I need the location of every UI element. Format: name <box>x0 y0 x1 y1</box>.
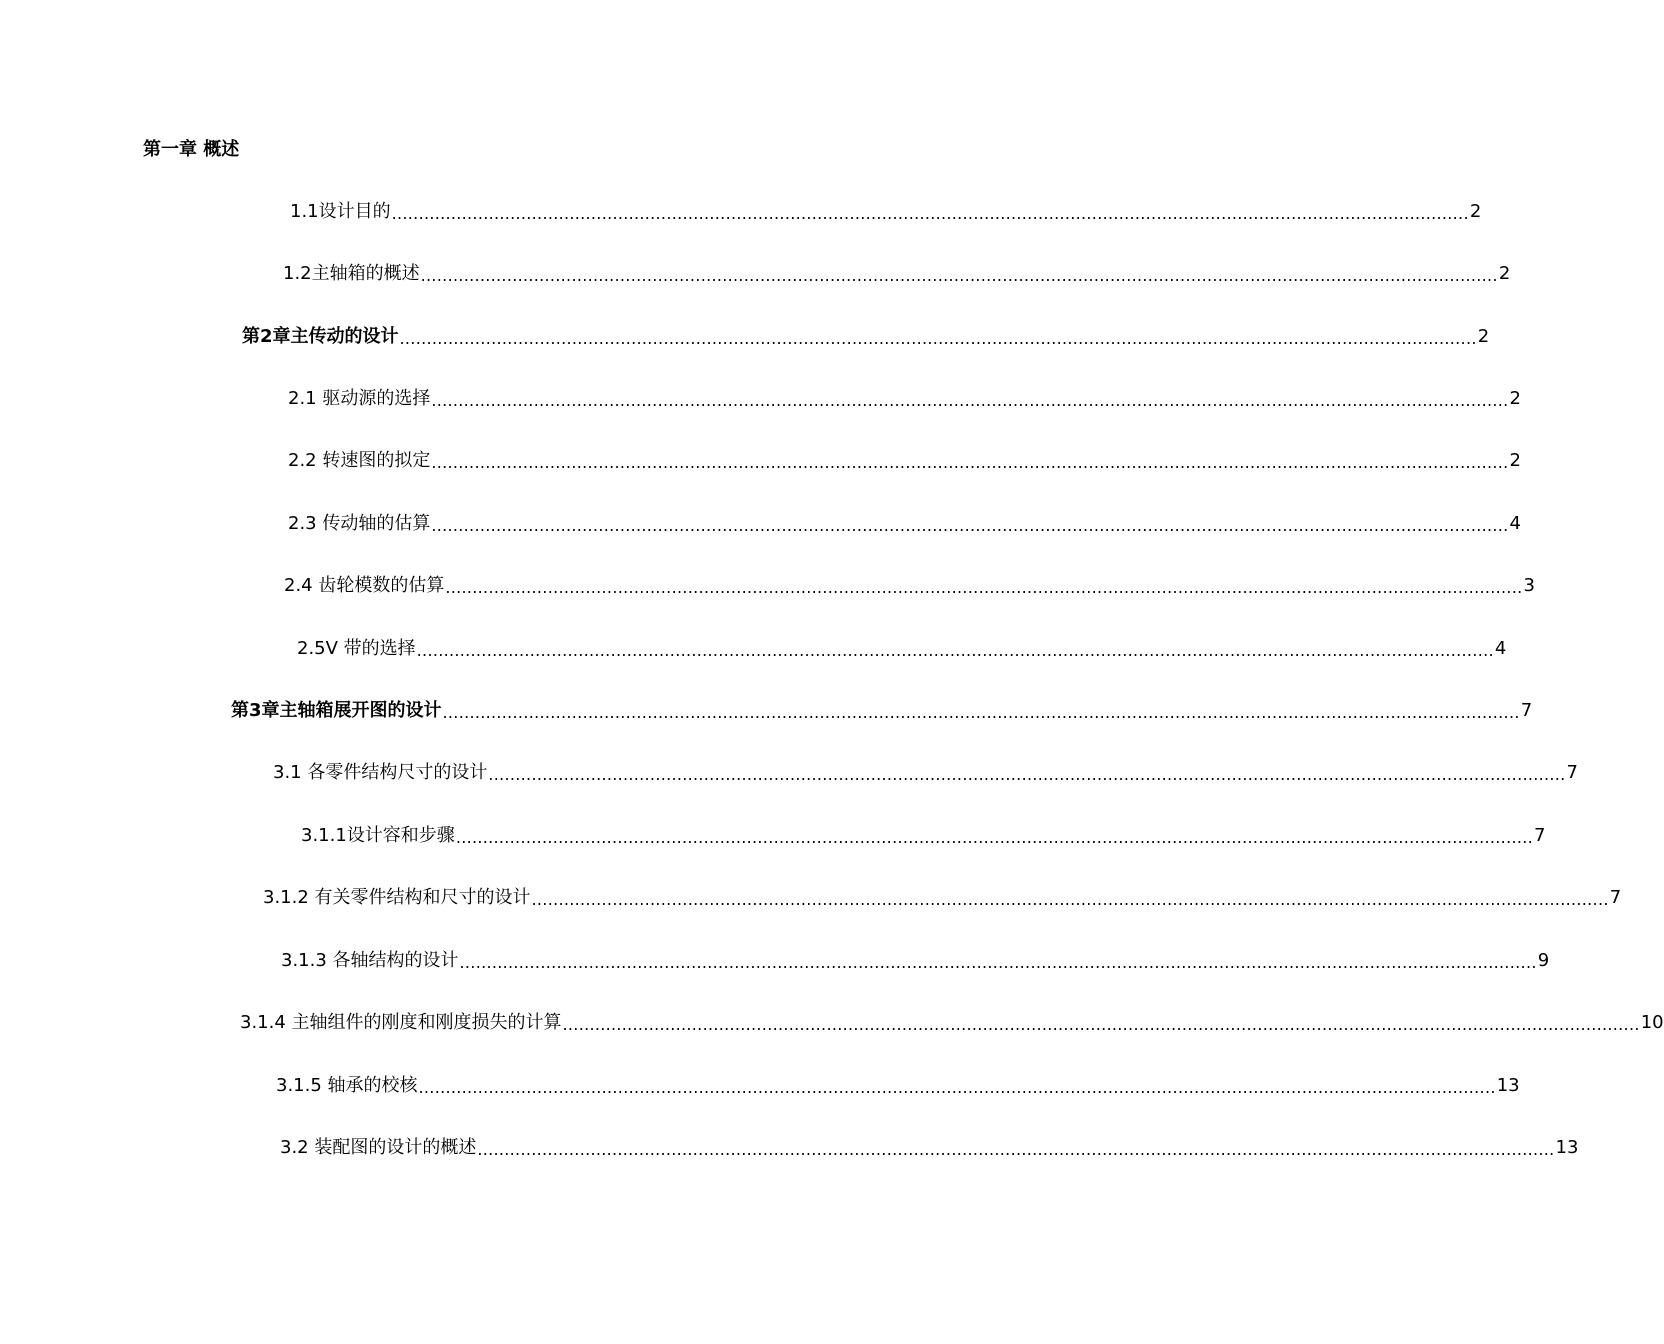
dot-leader: ........................................................................................................................................................................................................ <box>445 578 1523 597</box>
toc-page-number: 2 <box>1509 388 1521 409</box>
toc-entry-3-2[interactable] <box>280 1135 1579 1161</box>
dot-leader: ........................................................................................................................................................................................................ <box>416 641 1494 660</box>
toc-entry-2-1[interactable] <box>288 386 1521 412</box>
toc-entry-number: 1.2 <box>283 263 312 284</box>
toc-entry-number: 第3章 <box>231 700 280 721</box>
dot-leader: ........................................................................................................................................................................................................ <box>562 1015 1640 1034</box>
toc-entry-chapter-3[interactable] <box>231 698 1533 724</box>
toc-page-number: 7 <box>1534 825 1546 846</box>
toc-entry-3-1[interactable] <box>273 760 1578 786</box>
toc-entry-title: 2.5V 带的选择 <box>297 638 416 659</box>
toc-page-number: 2 <box>1509 450 1521 471</box>
toc-entry-title: 主传动的设计 <box>290 326 399 347</box>
toc-entry-title: 3.1 各零件结构尺寸的设计 <box>273 762 488 783</box>
dot-leader: ........................................................................................................................................................................................................ <box>459 953 1537 972</box>
chapter-1-heading: 第一章 概述 <box>143 139 240 160</box>
toc-entry-title: 主轴箱展开图的设计 <box>279 700 442 721</box>
toc-page-number: 13 <box>1555 1137 1579 1158</box>
toc-entry-chapter-2[interactable] <box>242 324 1490 350</box>
dot-leader: ........................................................................................................................................................................................................ <box>391 204 1469 223</box>
toc-entry-title: 3.1.4 主轴组件的刚度和刚度损失的计算 <box>240 1012 562 1033</box>
dot-leader: ........................................................................................................................................................................................................ <box>477 1140 1555 1159</box>
toc-entry-2-4[interactable] <box>284 573 1535 599</box>
dot-leader: ........................................................................................................................................................................................................ <box>531 890 1609 909</box>
toc-entry-1-2[interactable] <box>283 261 1511 287</box>
toc-entry-number: 3.1.1 <box>301 825 347 846</box>
toc-entry-3-1-2[interactable] <box>263 885 1622 911</box>
toc-entry-title: 3.2 装配图的设计的概述 <box>280 1137 477 1158</box>
toc-page-number: 4 <box>1494 638 1507 659</box>
toc-entry-title: 2.2 转速图的拟定 <box>288 450 431 471</box>
toc-entry-title: 2.1 驱动源的选择 <box>288 388 431 409</box>
dot-leader: ........................................................................................................................................................................................................ <box>442 703 1520 722</box>
toc-entry-1-1[interactable] <box>290 199 1482 225</box>
toc-entry-title: 设计目的 <box>318 201 391 222</box>
toc-entry-title: 2.3 传动轴的估算 <box>288 513 431 534</box>
toc-entry-3-1-3[interactable] <box>281 948 1550 974</box>
toc-entry-2-3[interactable] <box>288 511 1521 537</box>
toc-entry-title: 主轴箱的概述 <box>311 263 420 284</box>
toc-entry-title: 3.1.5 轴承的校核 <box>276 1075 418 1096</box>
toc-page-number: 2 <box>1469 201 1482 222</box>
toc-entry-number: 1.1 <box>290 201 319 222</box>
toc-entry-title: 3.1.2 有关零件结构和尺寸的设计 <box>263 887 531 908</box>
toc-page-number: 2 <box>1498 263 1511 284</box>
toc-page-number: 9 <box>1537 950 1550 971</box>
toc-entry-title: 设计容和步骤 <box>346 825 455 846</box>
toc-page-number: 4 <box>1509 513 1521 534</box>
dot-leader: ........................................................................................................................................................................................................ <box>488 765 1566 784</box>
dot-leader: ........................................................................................................................................................................................................ <box>431 391 1509 410</box>
toc-entry-title: 3.1.3 各轴结构的设计 <box>281 950 459 971</box>
toc-page-number: 3 <box>1523 575 1535 596</box>
toc-entry-title: 2.4 齿轮模数的估算 <box>284 575 445 596</box>
dot-leader: ........................................................................................................................................................................................................ <box>420 266 1498 285</box>
toc-page-number: 13 <box>1496 1075 1520 1096</box>
dot-leader: ........................................................................................................................................................................................................ <box>399 329 1477 348</box>
dot-leader: ........................................................................................................................................................................................................ <box>418 1078 1496 1097</box>
toc-entry-number: 第2章 <box>242 326 291 347</box>
toc-entry-3-1-1[interactable] <box>301 823 1546 849</box>
toc-page-number: 7 <box>1609 887 1622 908</box>
toc-page-number: 10 <box>1640 1012 1664 1033</box>
toc-entry-2-2[interactable] <box>288 448 1521 474</box>
toc-entry-3-1-5[interactable] <box>276 1073 1520 1099</box>
toc-entry-3-1-4[interactable] <box>240 1010 1664 1036</box>
dot-leader: ........................................................................................................................................................................................................ <box>431 516 1509 535</box>
dot-leader: ........................................................................................................................................................................................................ <box>431 453 1509 472</box>
toc-page-number: 2 <box>1477 326 1490 347</box>
dot-leader: ........................................................................................................................................................................................................ <box>455 828 1533 847</box>
toc-entry-2-5[interactable] <box>297 636 1507 662</box>
toc-page-number: 7 <box>1520 700 1533 721</box>
toc-page-number: 7 <box>1566 762 1578 783</box>
